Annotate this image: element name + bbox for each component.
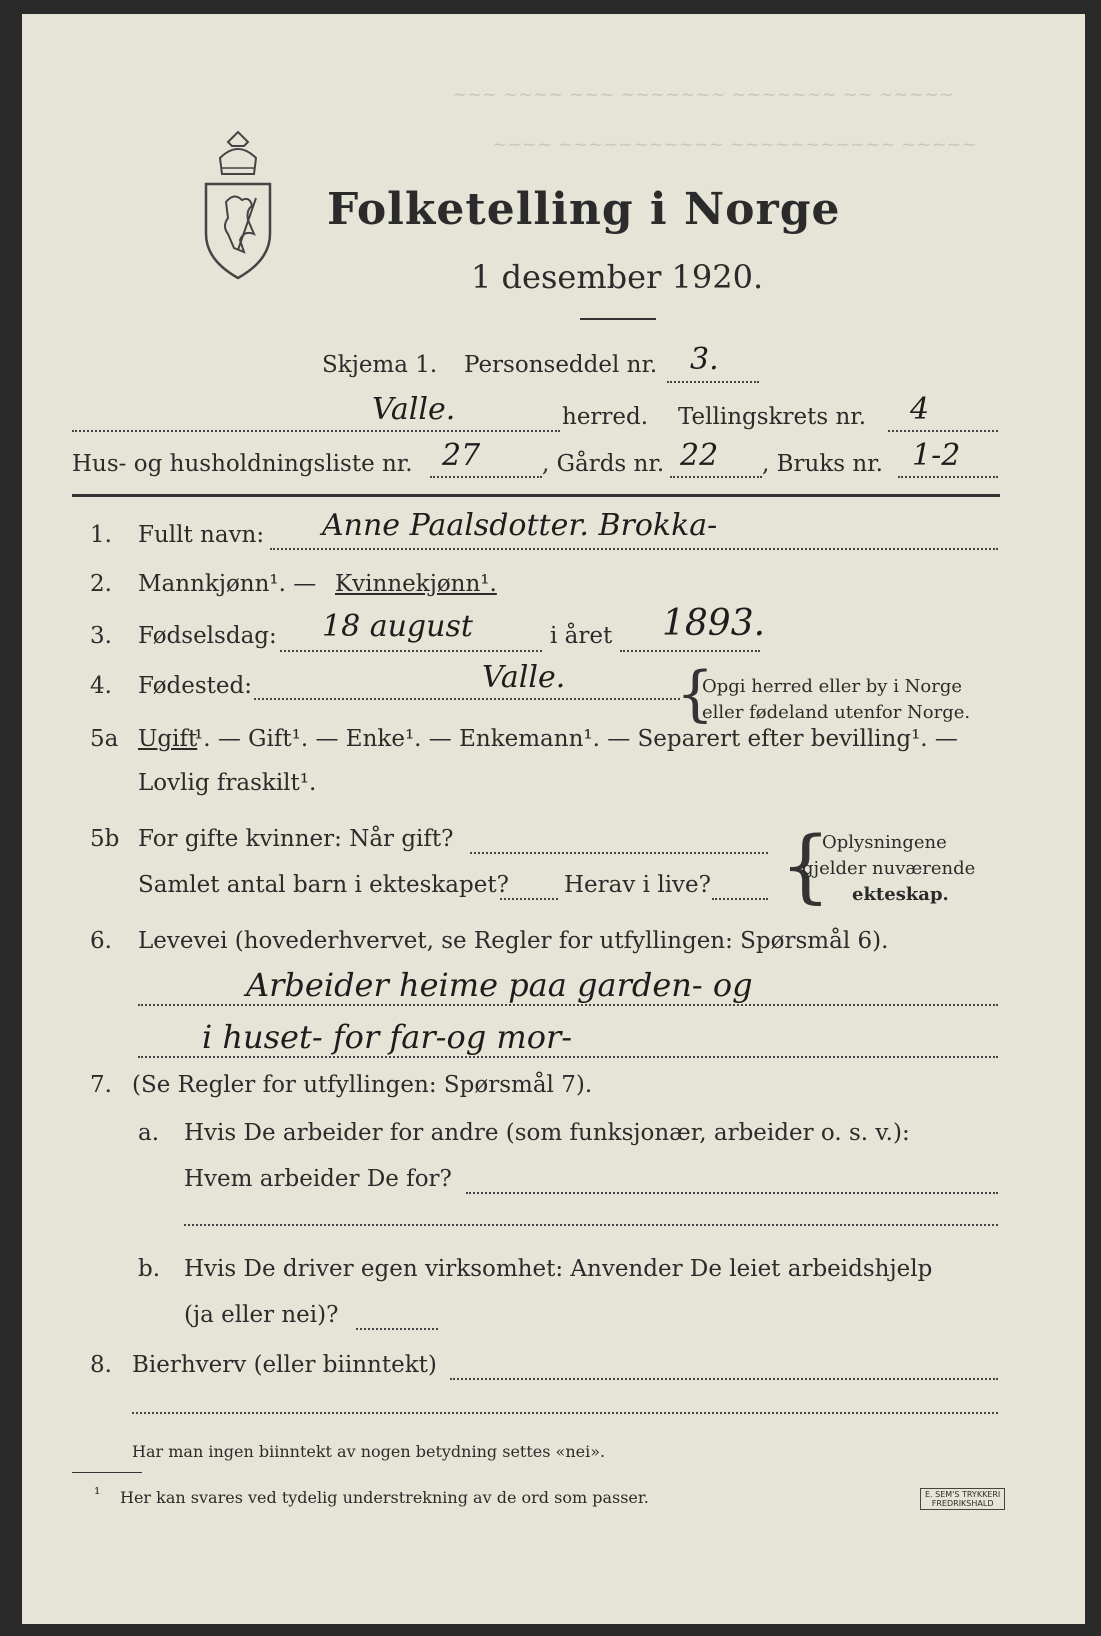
gards-label: , Gårds nr.: [542, 451, 665, 477]
coat-of-arms-icon: [198, 130, 278, 280]
fill-line: [888, 430, 998, 432]
q5a-number: 5a: [90, 726, 119, 752]
fill-line: [138, 1004, 998, 1006]
q6-number: 6.: [90, 928, 112, 954]
footer-note: Har man ingen biinntekt av nogen betydning settes «nei».: [132, 1442, 606, 1461]
bleed-through-text: ~~~~ ~~~~~~~~~~~ ~~~~~~~~~~~ ~~~~~: [492, 134, 977, 155]
q4-number: 4.: [90, 673, 112, 699]
fill-line: [72, 430, 560, 432]
fill-line: [466, 1192, 998, 1194]
fill-line: [450, 1378, 998, 1380]
form-title: Folketelling i Norge: [327, 184, 841, 235]
q5b-label-alive: Herav i live?: [564, 872, 711, 898]
q2-number: 2.: [90, 571, 112, 597]
printer-stamp: [920, 1488, 1005, 1510]
gards-value: 22: [680, 438, 719, 473]
q7-label: (Se Regler for utfyllingen: Spørsmål 7).: [132, 1072, 593, 1098]
q5b-note-line3: ekteskap.: [852, 884, 949, 905]
section-divider: [72, 494, 1000, 497]
tellingskrets-label: Tellingskrets nr.: [678, 404, 867, 430]
fill-line: [430, 476, 542, 478]
q7b-yes-no-label: (ja eller nei)?: [184, 1302, 339, 1328]
hus-value: 27: [442, 438, 481, 473]
q1-number: 1.: [90, 522, 112, 548]
bruks-label: , Bruks nr.: [762, 451, 883, 477]
q3-label: Fødselsdag:: [138, 623, 277, 649]
fill-line: [138, 1056, 998, 1058]
birth-year-value: 1893.: [662, 603, 766, 644]
q5a-line2: Lovlig fraskilt¹.: [138, 770, 317, 796]
hus-label: Hus- og husholdningsliste nr.: [72, 451, 413, 477]
q5b-label-married: For gifte kvinner: Når gift?: [138, 826, 454, 852]
printer-stamp-line2: FREDRIKSHALD: [931, 1499, 994, 1508]
footnote-divider: [72, 1472, 142, 1473]
occupation-value-line1: Arbeider heime paa garden- og: [246, 966, 753, 1004]
q4-note-line2: eller fødeland utenfor Norge.: [702, 702, 971, 723]
birthday-value: 18 august: [322, 609, 473, 644]
fill-line: [670, 476, 762, 478]
q3-number: 3.: [90, 623, 112, 649]
q5a-options: ¹. — Gift¹. — Enke¹. — Enkemann¹. — Separert efter bevilling¹. —: [194, 726, 958, 752]
bleed-through-text: ~~~ ~~~~ ~~~ ~~~~~~~ ~~~~~~~ ~~ ~~~~~: [452, 84, 954, 105]
divider: [580, 318, 656, 320]
q2-mann-label: Mannkjønn¹. —: [138, 571, 317, 597]
q1-label: Fullt navn:: [138, 522, 265, 548]
birthplace-value: Valle.: [482, 660, 566, 695]
printer-stamp-line1: E. SEM'S TRYKKERI: [925, 1490, 1001, 1499]
personseddel-label: Personseddel nr.: [464, 352, 658, 378]
tellingskrets-value: 4: [910, 392, 930, 427]
fill-line: [356, 1328, 438, 1330]
bruks-value: 1-2: [912, 438, 961, 473]
q7b-letter: b.: [138, 1256, 161, 1282]
fill-line: [270, 548, 998, 550]
herred-label: herred.: [562, 404, 649, 430]
footnote-mark: ¹: [94, 1484, 101, 1503]
q7a-letter: a.: [138, 1120, 160, 1146]
occupation-value-line2: i huset- for far-og mor-: [202, 1018, 573, 1056]
q5b-note-line1: Oplysningene: [822, 832, 947, 853]
q4-note-line1: Opgi herred eller by i Norge: [702, 676, 963, 697]
q5b-label-children: Samlet antal barn i ekteskapet?: [138, 872, 509, 898]
herred-value: Valle.: [372, 392, 456, 427]
q8-label: Bierhverv (eller biinntekt): [132, 1352, 437, 1378]
census-form-page: [22, 14, 1085, 1624]
q3-year-label: i året: [550, 623, 613, 649]
fill-line: [500, 898, 558, 900]
q7b-label: Hvis De driver egen virksomhet: Anvender De leiet arbeidshjelp: [184, 1256, 933, 1282]
fill-line: [254, 698, 680, 700]
brace: {: [676, 659, 715, 729]
fill-line: [620, 650, 760, 652]
q5b-number: 5b: [90, 826, 120, 852]
q7a-label: Hvis De arbeider for andre (som funksjonær, arbeider o. s. v.):: [184, 1120, 910, 1146]
full-name-value: Anne Paalsdotter. Brokka-: [322, 508, 718, 543]
q5a-ugift-selected: Ugift: [138, 726, 198, 752]
form-date: 1 desember 1920.: [471, 258, 764, 296]
fill-line: [184, 1224, 998, 1226]
q5b-note-line2: gjelder nuværende: [802, 858, 976, 879]
q4-label: Fødested:: [138, 673, 253, 699]
schema-label: Skjema 1.: [322, 352, 438, 378]
fill-line: [132, 1412, 998, 1414]
q8-number: 8.: [90, 1352, 112, 1378]
fill-line: [712, 898, 768, 900]
q7a-who-label: Hvem arbeider De for?: [184, 1166, 452, 1192]
brace: {: [780, 819, 831, 912]
fill-line: [470, 852, 768, 854]
q2-kvinne-label-selected: Kvinnekjønn¹.: [335, 571, 497, 597]
fill-line: [280, 650, 542, 652]
footnote: Her kan svares ved tydelig understrekning av de ord som passer.: [120, 1488, 649, 1507]
q6-label: Levevei (hovederhvervet, se Regler for utfyllingen: Spørsmål 6).: [138, 928, 889, 954]
fill-line: [898, 476, 998, 478]
q7-number: 7.: [90, 1072, 112, 1098]
personseddel-value: 3.: [690, 342, 719, 377]
fill-line: [667, 381, 759, 383]
